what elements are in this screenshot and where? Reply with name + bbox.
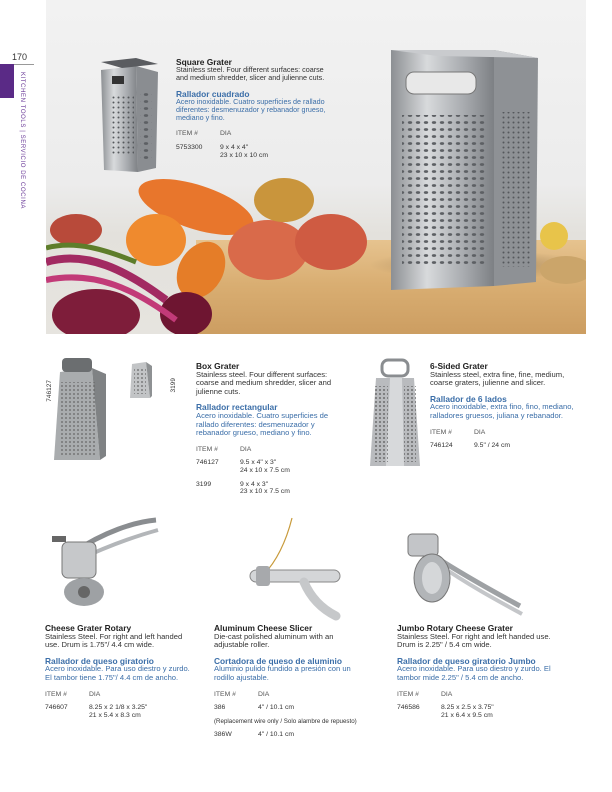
jumbo-desc: Stainless Steel. For right and left handed use. Drum is 2.25" / 5.4 cm wide. — [397, 631, 551, 650]
section-label: KITCHEN TOOLS | SERVICIO DE COCINA — [19, 72, 25, 209]
page-number-rule — [12, 64, 34, 65]
hero-illustration — [46, 0, 586, 334]
box-grater-label-b: 3199 — [170, 378, 177, 393]
rotary-grater-image — [44, 512, 164, 612]
spec-col-item: ITEM # — [45, 690, 67, 698]
hero-photo — [46, 0, 586, 334]
six-sided-spec — [430, 429, 580, 450]
rotary-spec — [45, 691, 195, 720]
spec-item: 746607 — [45, 704, 68, 712]
slicer-spec — [214, 691, 362, 739]
spec-dia: 9.5 x 4" x 3" 24 x 10 x 7.5 cm — [240, 459, 290, 474]
spec-col-dia: DIA — [220, 130, 232, 138]
spec-col-item: ITEM # — [176, 130, 198, 138]
box-grater-spec — [196, 446, 348, 496]
jumbo-info — [397, 624, 553, 719]
rotary-info — [45, 624, 195, 719]
box-grater-images — [40, 352, 190, 472]
spec-item: 386W — [214, 730, 232, 738]
jumbo-rotary-image — [398, 528, 528, 628]
jumbo-name-es: Rallador de queso giratorio Jumbo — [397, 655, 536, 666]
spec-dia: 9 x 4 x 4" 23 x 10 x 10 cm — [220, 144, 268, 159]
rotary-desc: Stainless Steel. For right and left handed use. Drum is 1.75"/ 4.4 cm wide. — [45, 631, 183, 650]
spec-dia: 9 x 4 x 3" 23 x 10 x 7.5 cm — [240, 480, 290, 496]
jumbo-spec — [397, 691, 553, 720]
spec-col-dia: DIA — [441, 690, 453, 698]
spec-col-item: ITEM # — [214, 690, 236, 698]
six-sided-name-es: Rallador de 6 lados — [430, 393, 507, 404]
spec-col-dia: DIA — [258, 690, 270, 698]
page-number: 170 — [12, 52, 28, 62]
spec-col-dia: DIA — [89, 690, 101, 698]
slicer-name-es: Cortadora de queso de aluminio — [214, 655, 342, 666]
section-tab — [0, 64, 14, 98]
slicer-desc: Die-cast polished aluminum with an adjustable roller. — [214, 631, 334, 650]
square-grater-info — [176, 58, 326, 159]
square-grater-name-es: Rallador cuadrado — [176, 88, 250, 99]
slicer-desc-es: Aluminio pulido fundido a presión con un rodillo ajustable. — [214, 664, 351, 682]
rotary-name: Cheese Grater Rotary — [45, 623, 132, 633]
square-grater-photo — [101, 58, 158, 172]
spec-col-item: ITEM # — [196, 445, 218, 453]
cheese-slicer-image — [236, 512, 356, 622]
box-grater-3199-image — [130, 362, 152, 398]
spec-col-dia: DIA — [240, 445, 252, 453]
six-sided-desc-es: Acero inoxidable, extra fino, fino, mediano, ralladores gruesos, juliana y rebanador. — [430, 402, 574, 420]
square-grater-desc-es: Acero inoxidable. Cuatro superficies de rallado diferentes: desmenuzador y rebanador grueso, mediano y fino. — [176, 96, 326, 123]
square-grater-desc: Stainless steel. Four different surfaces: coarse and medium shredder, slicer and julienne cuts. — [176, 65, 325, 83]
jumbo-name: Jumbo Rotary Cheese Grater — [397, 623, 513, 633]
slicer-info — [214, 624, 362, 738]
square-grater-name: Square Grater — [176, 57, 232, 67]
jumbo-desc-es: Acero inoxidable. Para uso diestro y zurdo. El tambor mide 2.25" / 5.4 cm de ancho. — [397, 664, 551, 682]
box-grater-desc: Stainless steel. Four different surfaces: coarse and medium shredder, slicer and julienne cuts. — [196, 369, 332, 396]
spec-dia: 4" / 10.1 cm — [258, 730, 295, 738]
spec-item: 746124 — [430, 442, 453, 450]
box-grater-name: Box Grater — [196, 361, 240, 371]
spec-col-dia: DIA — [474, 428, 486, 436]
spec-note: (Replacement wire only / Solo alambre de repuesto) — [214, 717, 357, 725]
box-grater-desc-es: Acero inoxidable. Cuatro superficies de rallado diferentes: desmenuzador y rebanador grueso, mediano y fino. — [196, 410, 329, 438]
six-sided-info — [430, 362, 580, 450]
spec-col-item: ITEM # — [397, 690, 419, 698]
rotary-name-es: Rallador de queso giratorio — [45, 655, 154, 666]
box-grater-label-a: 746127 — [46, 380, 53, 402]
box-grater-746127-image — [54, 358, 106, 460]
square-grater-spec — [176, 130, 326, 159]
six-sided-desc: Stainless steel, extra fine, fine, medium, coarse graters, julienne and slicer. — [430, 369, 565, 388]
spec-item: 386 — [214, 704, 226, 712]
six-sided-grater-image — [366, 356, 426, 476]
spec-col-item: ITEM # — [430, 428, 452, 436]
box-grater-name-es: Rallador rectangular — [196, 402, 278, 413]
spec-dia: 8.25 x 2 1/8 x 3.25" 21 x 5.4 x 8.3 cm — [89, 704, 148, 719]
spec-item: 3199 — [196, 480, 212, 488]
rotary-desc-es: Acero inoxidable. Para uso diestro y zurdo. El tambor tiene 1.75"/ 4.4 cm de ancho. — [45, 664, 190, 682]
spec-item: 746127 — [196, 459, 219, 467]
spec-dia: 8.25 x 2.5 x 3.75" 21 x 6.4 x 9.5 cm — [441, 704, 494, 719]
slicer-name: Aluminum Cheese Slicer — [214, 623, 313, 633]
box-grater-info — [196, 362, 348, 496]
spec-item: 5753300 — [176, 144, 203, 152]
large-box-grater-photo — [391, 50, 538, 290]
six-sided-name: 6-Sided Grater — [430, 361, 488, 371]
spec-dia: 4" / 10.1 cm — [258, 704, 295, 712]
spec-dia: 9.5" / 24 cm — [474, 442, 511, 450]
spec-item: 746586 — [397, 704, 420, 712]
